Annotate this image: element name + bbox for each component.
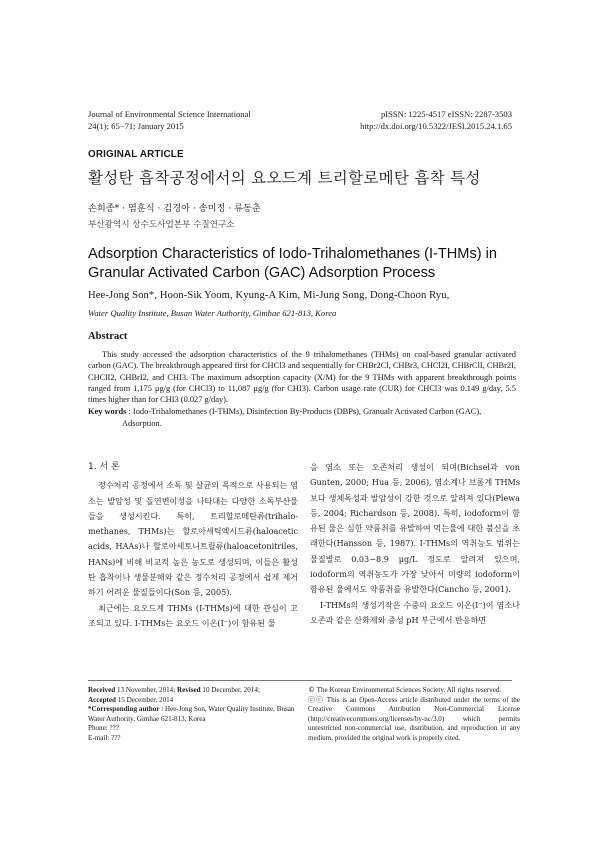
journal-header — [88, 108, 251, 132]
footnote-divider — [88, 680, 512, 681]
abstract-heading: Abstract — [88, 331, 128, 342]
title-english — [88, 245, 518, 283]
paragraph: I-THMs의 생성기작은 수중의 요오드 이온(I⁻)이 염소나 오존과 같은 산화제와 중성 pH 부근에서 반응하면 — [310, 599, 520, 625]
copyright-notice — [308, 686, 520, 744]
phone: Phone: ??? — [88, 724, 119, 733]
paragraph: 최근에는 요오드계 THMs (I-THMs)에 대한 관심이 고조되고 있다. I-THMs는 요오드 이온(I⁻)이 함유된 물 — [88, 602, 298, 628]
keywords — [88, 406, 518, 429]
copyright-icon: © — [308, 686, 315, 694]
title-english-line2: Granular Activated Carbon (GAC) Adsorption Process — [88, 265, 436, 281]
license-text: This is an Open-Access article distributed under the terms of the Creative Commons Attribution Non-Commercial License (http://creativecommons.org/licenses/by-nc/3.0) which permits unrestricted non-commercial use, distribution, and reproduction in any medium, provided the original work is properly cited. — [308, 695, 520, 742]
issn-header — [360, 108, 512, 132]
email: E-mail: ??? — [88, 733, 121, 742]
abstract-text: This study accessed the adsorption characteristics of the 9 trihalomethanes (THMs) on coal-based granular activated carbon (GAC). The breakthrough appeared first for CHCl3 and sequentially for CHBr2Cl, CHBr3, CHCl2I, CHBrClI, CHBr2I, CHClI2, CHBrI2, and CHI3. The maximum adsorption capacity (X/M) for the 9 THMs with apparent breakthrough points ranged from 1,175 μg/g (for CHCl3) to 11,087 μg/g (for CHI3). Carbon usage rate (CUR) for CHCl3 was 0.149 g/day, 5.5 times higher than for CHI3 (0.027 g/day). — [88, 350, 516, 405]
section-heading: 1. 서 론 — [88, 462, 120, 472]
affiliation-english: Water Quality Institute, Busan Water Authority, Gimhae 621-813, Korea — [88, 308, 337, 318]
title-korean: 활성탄 흡착공정에서의 요오드계 트리할로메탄 흡착 특성 — [88, 169, 481, 187]
creative-commons-icon: ⓒⓒ — [308, 695, 325, 704]
article-dates — [88, 686, 300, 744]
authors-english: Hee-Jong Son*, Hoon-Sik Yoom, Kyung-A Kim, Mi-Jung Song, Dong-Choon Ryu, — [88, 290, 450, 301]
copyright-text: The Korean Environmental Sciences Society. All rights reserved. — [316, 686, 502, 694]
received-date: 13 November, 2014; — [115, 686, 177, 694]
keywords-line2: Adsorption. — [122, 418, 162, 428]
issn: pISSN: 1225-4517 eISSN: 2287-3503 — [380, 109, 512, 119]
accepted-label: Accepted — [88, 695, 116, 704]
keywords-label: Key words — [88, 407, 127, 416]
article-type: ORIGINAL ARTICLE — [88, 149, 184, 160]
paragraph: 을 염소 또는 오존처리 생성이 되며(Bichsel과 von Gunten, 2000; Hua 등, 2006), 염소계나 브롬계 THMs 보다 생체독성과 발암성이 강한 것으로 알려져 있다(Plewa 등, 2004; Richardson 등, 2008). 특히, iodoform이 함유된 물은 심한 약품취를 유발하여 먹는물에 대한 불신을 초래한다(Hansson 등, 1987). I-THMs의 역취능도 범위는 물질별로 0.03−8.9 μg/L 정도로 알려져 있으며, iodoform의 역취농도가 가장 낮아서 미량의 iodoform이 함유된 물에서도 약품취를 유발한다(Cancho 등, 2001). — [310, 462, 520, 595]
keywords-line1: : Iodo-Trihalomethanes (I-THMs), Disinfection By-Products (DBPs), Granualr Activated Carbon (GAC), — [126, 407, 482, 416]
body-column-left — [88, 460, 298, 631]
affiliation-korean: 부산광역시 상수도사업본부 수질연구소 — [88, 220, 235, 230]
authors-korean: 손희종* · 염훈식 · 김경아 · 송미정 · 류동춘 — [88, 203, 261, 214]
revised-date: 10 December, 2014; — [200, 686, 260, 694]
corresponding-label: *Corresponding author — [88, 705, 160, 714]
doi-link[interactable]: http://dx.doi.org/10.5322/JESI.2015.24.1.65 — [360, 121, 512, 131]
accepted-date: 15 December, 2014 — [115, 695, 174, 704]
journal-name: Journal of Environmental Science International — [88, 109, 251, 119]
title-english-line1: Adsorption Characteristics of Iodo-Trihalomethanes (I-THMs) in — [88, 246, 498, 262]
body-column-right — [310, 460, 520, 628]
corresponding-author: : Hee-Jong Son, Water Quality Institute, Busan Water Authority, Gimhae 621-813, Korea — [88, 705, 295, 723]
received-label: Received — [88, 686, 116, 694]
paragraph: 정수처리 공정에서 소독 및 살균의 목적으로 사용되는 염소는 발암성 및 돌연변이성을 나타내는 다양한 소독부산물들을 생성시킨다. 특히, 트리할로메탄류(trihalo-methanes, THMs)는 할로아세틱엑시드류(haloacetic acids, HAAs)나 할로아세토니트릴류(haloacetonitriles, HANs)에 비해 비교적 높은 농도로 생성되며, 이들은 활성탄 흡착이나 생물분해와 같은 정수처리 공정에서 쉽게 제거하기 어려운 물질들이다(Son 등, 2005). — [88, 480, 298, 598]
journal-volume: 24(1); 65−71; January 2015 — [88, 121, 184, 131]
revised-label: Revised — [176, 686, 201, 694]
